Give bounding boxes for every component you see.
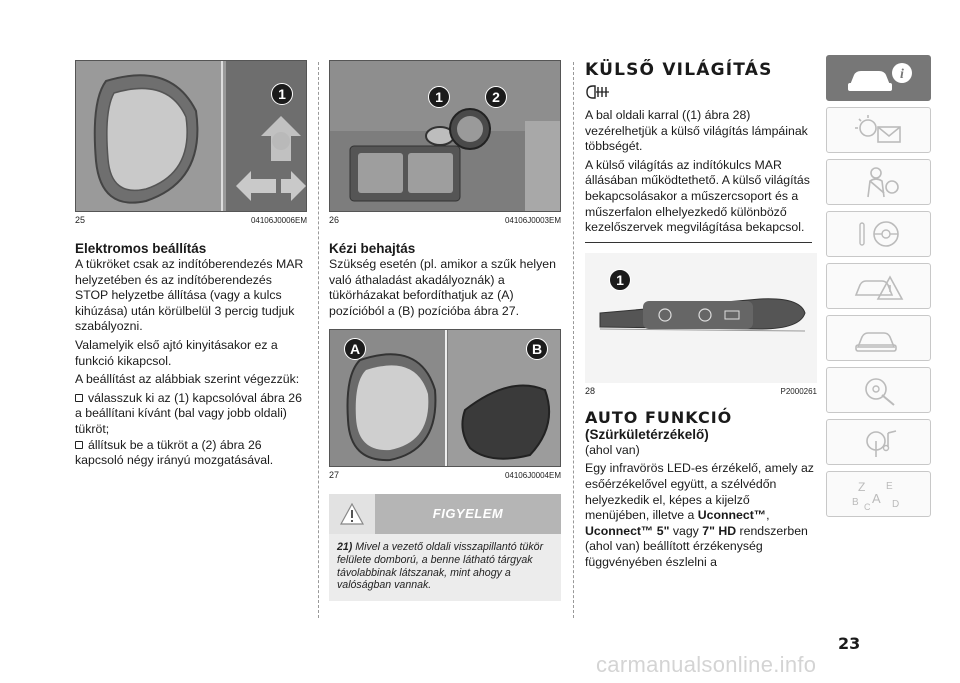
svg-text:Z: Z	[857, 480, 865, 494]
tab-car-info[interactable]	[826, 55, 931, 101]
bullet-item: állítsuk be a tükröt a (2) ábra 26 kapcsoló négy irányú mozgatásával.	[75, 437, 274, 468]
seatbelt-icon	[844, 165, 914, 199]
light-indicator-icon	[585, 84, 817, 105]
mirror-photo	[76, 61, 307, 212]
tab-warning-lights[interactable]	[826, 107, 931, 153]
callout-b: B	[526, 338, 548, 360]
callout-1: 1	[428, 86, 450, 108]
multimedia-icon	[844, 425, 914, 459]
section-heading: Elektromos beállítás	[75, 241, 207, 256]
figure-caption	[329, 215, 561, 225]
figure-code: 04106J0006EM	[250, 216, 307, 225]
chapter-sidebar	[826, 55, 931, 523]
figure-number: 26	[329, 215, 340, 225]
switch-photo	[330, 61, 561, 212]
section-subtitle: (Szürkületérzékelő)	[585, 426, 709, 442]
steering-icon	[844, 217, 914, 251]
figure-caption	[329, 470, 561, 480]
tab-emergency[interactable]	[826, 263, 931, 309]
paragraph: A bal oldali karral ((1) ábra 28) vezérelhetjük a külső világítás lámpáinak többségét.	[585, 108, 808, 154]
svg-text:i: i	[899, 67, 904, 82]
paragraph: A tükröket csak az indítóberendezés MAR helyzetében és az indítóberendezés STOP helyzetbe állítása (vagy a kulcs kihúzása) után körülbelül 3 percig tudjuk szabályozni.	[75, 257, 304, 334]
warning-text: 21) Mivel a vezető oldali visszapillantó tükör felülete domború, a benne látható tárgyak távolabbinak látszanak, mint ahogy a valóságban vannak.	[337, 541, 544, 592]
tab-maintenance[interactable]	[826, 315, 931, 361]
figure-number: 27	[329, 470, 340, 481]
paragraph: Szükség esetén (pl. amikor a szűk helyen való áthaladást akadályoznák) a tükörházakat befordíthatjuk az (A) pozícióból a (B) pozícióba ábra 27.	[329, 257, 556, 318]
section-heading: Kézi behajtás	[329, 241, 416, 256]
maintenance-icon	[844, 321, 914, 355]
warning-title: FIGYELEM	[375, 494, 561, 534]
car-info-icon	[844, 61, 914, 95]
callout-a: A	[344, 338, 366, 360]
warning-lights-icon	[844, 113, 914, 147]
paragraph: Egy infravörös LED-es érzékelő, amely az esőérzékelővel együtt, a szélvédőn helyezkedik el, képes a kijelző menüjében, illetve a Uconnect™, Uconnect™ 5" vagy 7" HD rendszerben (ahol van) beállított érzékenység függvényében észlelni a	[585, 461, 814, 569]
section-title: AUTO FUNKCIÓ	[585, 407, 733, 427]
svg-text:B: B	[851, 497, 859, 508]
callout-1: 1	[271, 83, 293, 105]
svg-text:D: D	[891, 499, 899, 510]
svg-text:A: A	[871, 491, 881, 506]
callout-2: 2	[485, 86, 507, 108]
page-title: KÜLSŐ VILÁGÍTÁS	[585, 60, 773, 80]
page-number: 23	[838, 634, 861, 653]
column-2	[329, 60, 561, 601]
mirror-adjust-figure	[75, 60, 307, 212]
tab-tech-data[interactable]	[826, 367, 931, 413]
column-1	[75, 60, 307, 469]
fold-mirror-figure	[329, 329, 561, 467]
figure-number: 25	[75, 215, 86, 225]
svg-text:E: E	[885, 481, 893, 492]
index-icon	[844, 477, 914, 511]
bullet-square-icon	[75, 394, 83, 402]
emergency-icon	[844, 269, 914, 303]
tab-multimedia[interactable]	[826, 419, 931, 465]
tab-steering[interactable]	[826, 211, 931, 257]
figure-caption	[75, 215, 307, 225]
tab-seatbelt[interactable]	[826, 159, 931, 205]
column-3	[585, 60, 817, 574]
divider-line	[585, 242, 812, 243]
paragraph: Valamelyik első ajtó kinyitásakor ez a funkció kikapcsol.	[75, 337, 278, 368]
svg-text:C: C	[863, 502, 870, 511]
column-divider	[318, 62, 319, 618]
tab-index[interactable]	[826, 471, 931, 517]
warning-header	[329, 494, 561, 534]
watermark[interactable]: carmanualsonline.info	[596, 652, 817, 677]
tech-data-icon	[844, 373, 914, 407]
figure-code: 04106J0003EM	[504, 216, 561, 225]
callout-1: 1	[609, 269, 631, 291]
bullet-item: válasszuk ki az (1) kapcsolóval ábra 26 a beállítani kívánt (bal vagy jobb oldali) tükröt;	[75, 390, 302, 436]
figure-code: 04106J0004EM	[504, 471, 561, 481]
figure-number: 28	[585, 385, 596, 396]
paragraph: (ahol van)	[585, 442, 640, 457]
paragraph: A beállítást az alábbiak szerint végezzük:	[75, 372, 300, 387]
bullet-square-icon	[75, 441, 83, 449]
paragraph: A külső világítás az indítókulcs MAR állásában működtethető. A külső világítás bekapcsolásakor a műszercsoport és a műszerfalon elhelyezkedő különböző kezelőszervek megvilágítása bekapcsol.	[585, 157, 810, 235]
figure-caption	[585, 386, 817, 396]
switch-figure	[329, 60, 561, 212]
column-divider	[573, 62, 574, 618]
warning-box	[329, 494, 561, 600]
figure-code: P2000261	[780, 386, 817, 396]
warning-triangle-icon	[329, 503, 375, 525]
light-stalk-figure	[585, 253, 817, 383]
